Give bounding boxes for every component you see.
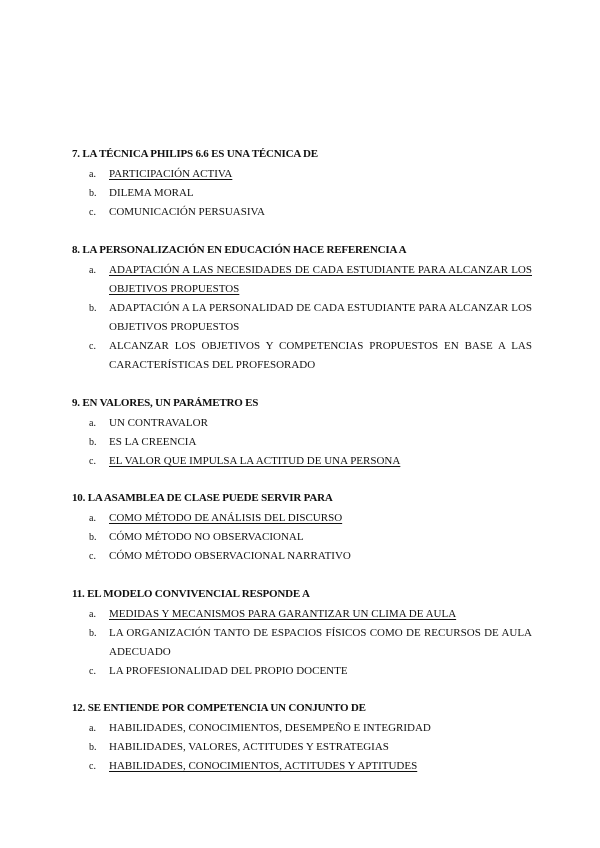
option-c bbox=[72, 337, 532, 375]
option-letter: a. bbox=[89, 169, 96, 180]
options-list bbox=[72, 261, 532, 375]
question-10 bbox=[72, 490, 532, 566]
option-text: UN CONTRAVALOR bbox=[109, 417, 208, 429]
option-b bbox=[72, 738, 532, 757]
option-text-correct: MEDIDAS Y MECANISMOS PARA GARANTIZAR UN CLIMA DE AULA bbox=[109, 608, 457, 620]
option-b bbox=[72, 299, 532, 337]
option-letter: a. bbox=[89, 723, 96, 734]
option-letter: b. bbox=[89, 188, 97, 199]
option-letter: c. bbox=[89, 551, 96, 562]
option-c bbox=[72, 452, 532, 471]
option-text: COMUNICACIÓN PERSUASIVA bbox=[109, 206, 265, 218]
option-letter: a. bbox=[89, 418, 96, 429]
option-a bbox=[72, 261, 532, 299]
option-text-correct: EL VALOR QUE IMPULSA LA ACTITUD DE UNA PERSONA bbox=[109, 455, 401, 467]
option-letter: c. bbox=[89, 207, 96, 218]
option-c bbox=[72, 757, 532, 776]
option-text: DILEMA MORAL bbox=[109, 187, 194, 199]
option-c bbox=[72, 203, 532, 222]
option-letter: c. bbox=[89, 456, 96, 467]
options-list bbox=[72, 605, 532, 681]
option-a bbox=[72, 414, 532, 433]
question-8 bbox=[72, 242, 532, 375]
option-text: LA ORGANIZACIÓN TANTO DE ESPACIOS FÍSICOS COMO DE RECURSOS DE AULA ADECUADO bbox=[109, 627, 532, 658]
question-title: 8. LA PERSONALIZACIÓN EN EDUCACIÓN HACE REFERENCIA A bbox=[72, 244, 407, 256]
option-text: ADAPTACIÓN A LA PERSONALIDAD DE CADA ESTUDIANTE PARA ALCANZAR LOS OBJETIVOS PROPUESTOS bbox=[109, 302, 532, 333]
option-letter: b. bbox=[89, 742, 97, 753]
option-letter: b. bbox=[89, 628, 97, 639]
option-a bbox=[72, 605, 532, 624]
option-text-correct: PARTICIPACIÓN ACTIVA bbox=[109, 168, 233, 180]
option-letter: c. bbox=[89, 666, 96, 677]
option-text: LA PROFESIONALIDAD DEL PROPIO DOCENTE bbox=[109, 665, 348, 677]
question-title: 12. SE ENTIENDE POR COMPETENCIA UN CONJUNTO DE bbox=[72, 702, 366, 714]
question-11 bbox=[72, 586, 532, 681]
question-9 bbox=[72, 395, 532, 471]
option-text-correct: HABILIDADES, CONOCIMIENTOS, ACTITUDES Y APTITUDES bbox=[109, 760, 418, 772]
option-a bbox=[72, 719, 532, 738]
question-7 bbox=[72, 146, 532, 222]
question-title: 9. EN VALORES, UN PARÁMETRO ES bbox=[72, 397, 259, 409]
option-b bbox=[72, 433, 532, 452]
option-b bbox=[72, 528, 532, 547]
option-c bbox=[72, 547, 532, 566]
option-text-correct: ADAPTACIÓN A LAS NECESIDADES DE CADA ESTUDIANTE PARA ALCANZAR LOS OBJETIVOS PROPUESTOS bbox=[109, 264, 532, 295]
option-letter: a. bbox=[89, 513, 96, 524]
option-b bbox=[72, 624, 532, 662]
option-letter: b. bbox=[89, 303, 97, 314]
option-letter: c. bbox=[89, 761, 96, 772]
options-list bbox=[72, 414, 532, 471]
option-b bbox=[72, 184, 532, 203]
option-text: ES LA CREENCIA bbox=[109, 436, 197, 448]
option-a bbox=[72, 165, 532, 184]
option-text: CÓMO MÉTODO OBSERVACIONAL NARRATIVO bbox=[109, 550, 351, 562]
option-letter: c. bbox=[89, 341, 96, 352]
question-title: 10. LA ASAMBLEA DE CLASE PUEDE SERVIR PARA bbox=[72, 492, 333, 504]
option-letter: b. bbox=[89, 437, 97, 448]
option-text: HABILIDADES, VALORES, ACTITUDES Y ESTRATEGIAS bbox=[109, 741, 389, 753]
option-text: CÓMO MÉTODO NO OBSERVACIONAL bbox=[109, 531, 304, 543]
option-c bbox=[72, 662, 532, 681]
options-list bbox=[72, 719, 532, 776]
options-list bbox=[72, 165, 532, 222]
option-text: ALCANZAR LOS OBJETIVOS Y COMPETENCIAS PROPUESTOS EN BASE A LAS CARACTERÍSTICAS DEL PROFESORADO bbox=[109, 340, 532, 371]
options-list bbox=[72, 509, 532, 566]
option-letter: a. bbox=[89, 609, 96, 620]
option-text-correct: COMO MÉTODO DE ANÁLISIS DEL DISCURSO bbox=[109, 512, 343, 524]
option-a bbox=[72, 509, 532, 528]
option-letter: b. bbox=[89, 532, 97, 543]
question-title: 7. LA TÉCNICA PHILIPS 6.6 ES UNA TÉCNICA DE bbox=[72, 148, 318, 160]
option-text: HABILIDADES, CONOCIMIENTOS, DESEMPEÑO E INTEGRIDAD bbox=[109, 722, 431, 734]
question-12 bbox=[72, 700, 532, 776]
question-title: 11. EL MODELO CONVIVENCIAL RESPONDE A bbox=[72, 588, 310, 600]
option-letter: a. bbox=[89, 265, 96, 276]
